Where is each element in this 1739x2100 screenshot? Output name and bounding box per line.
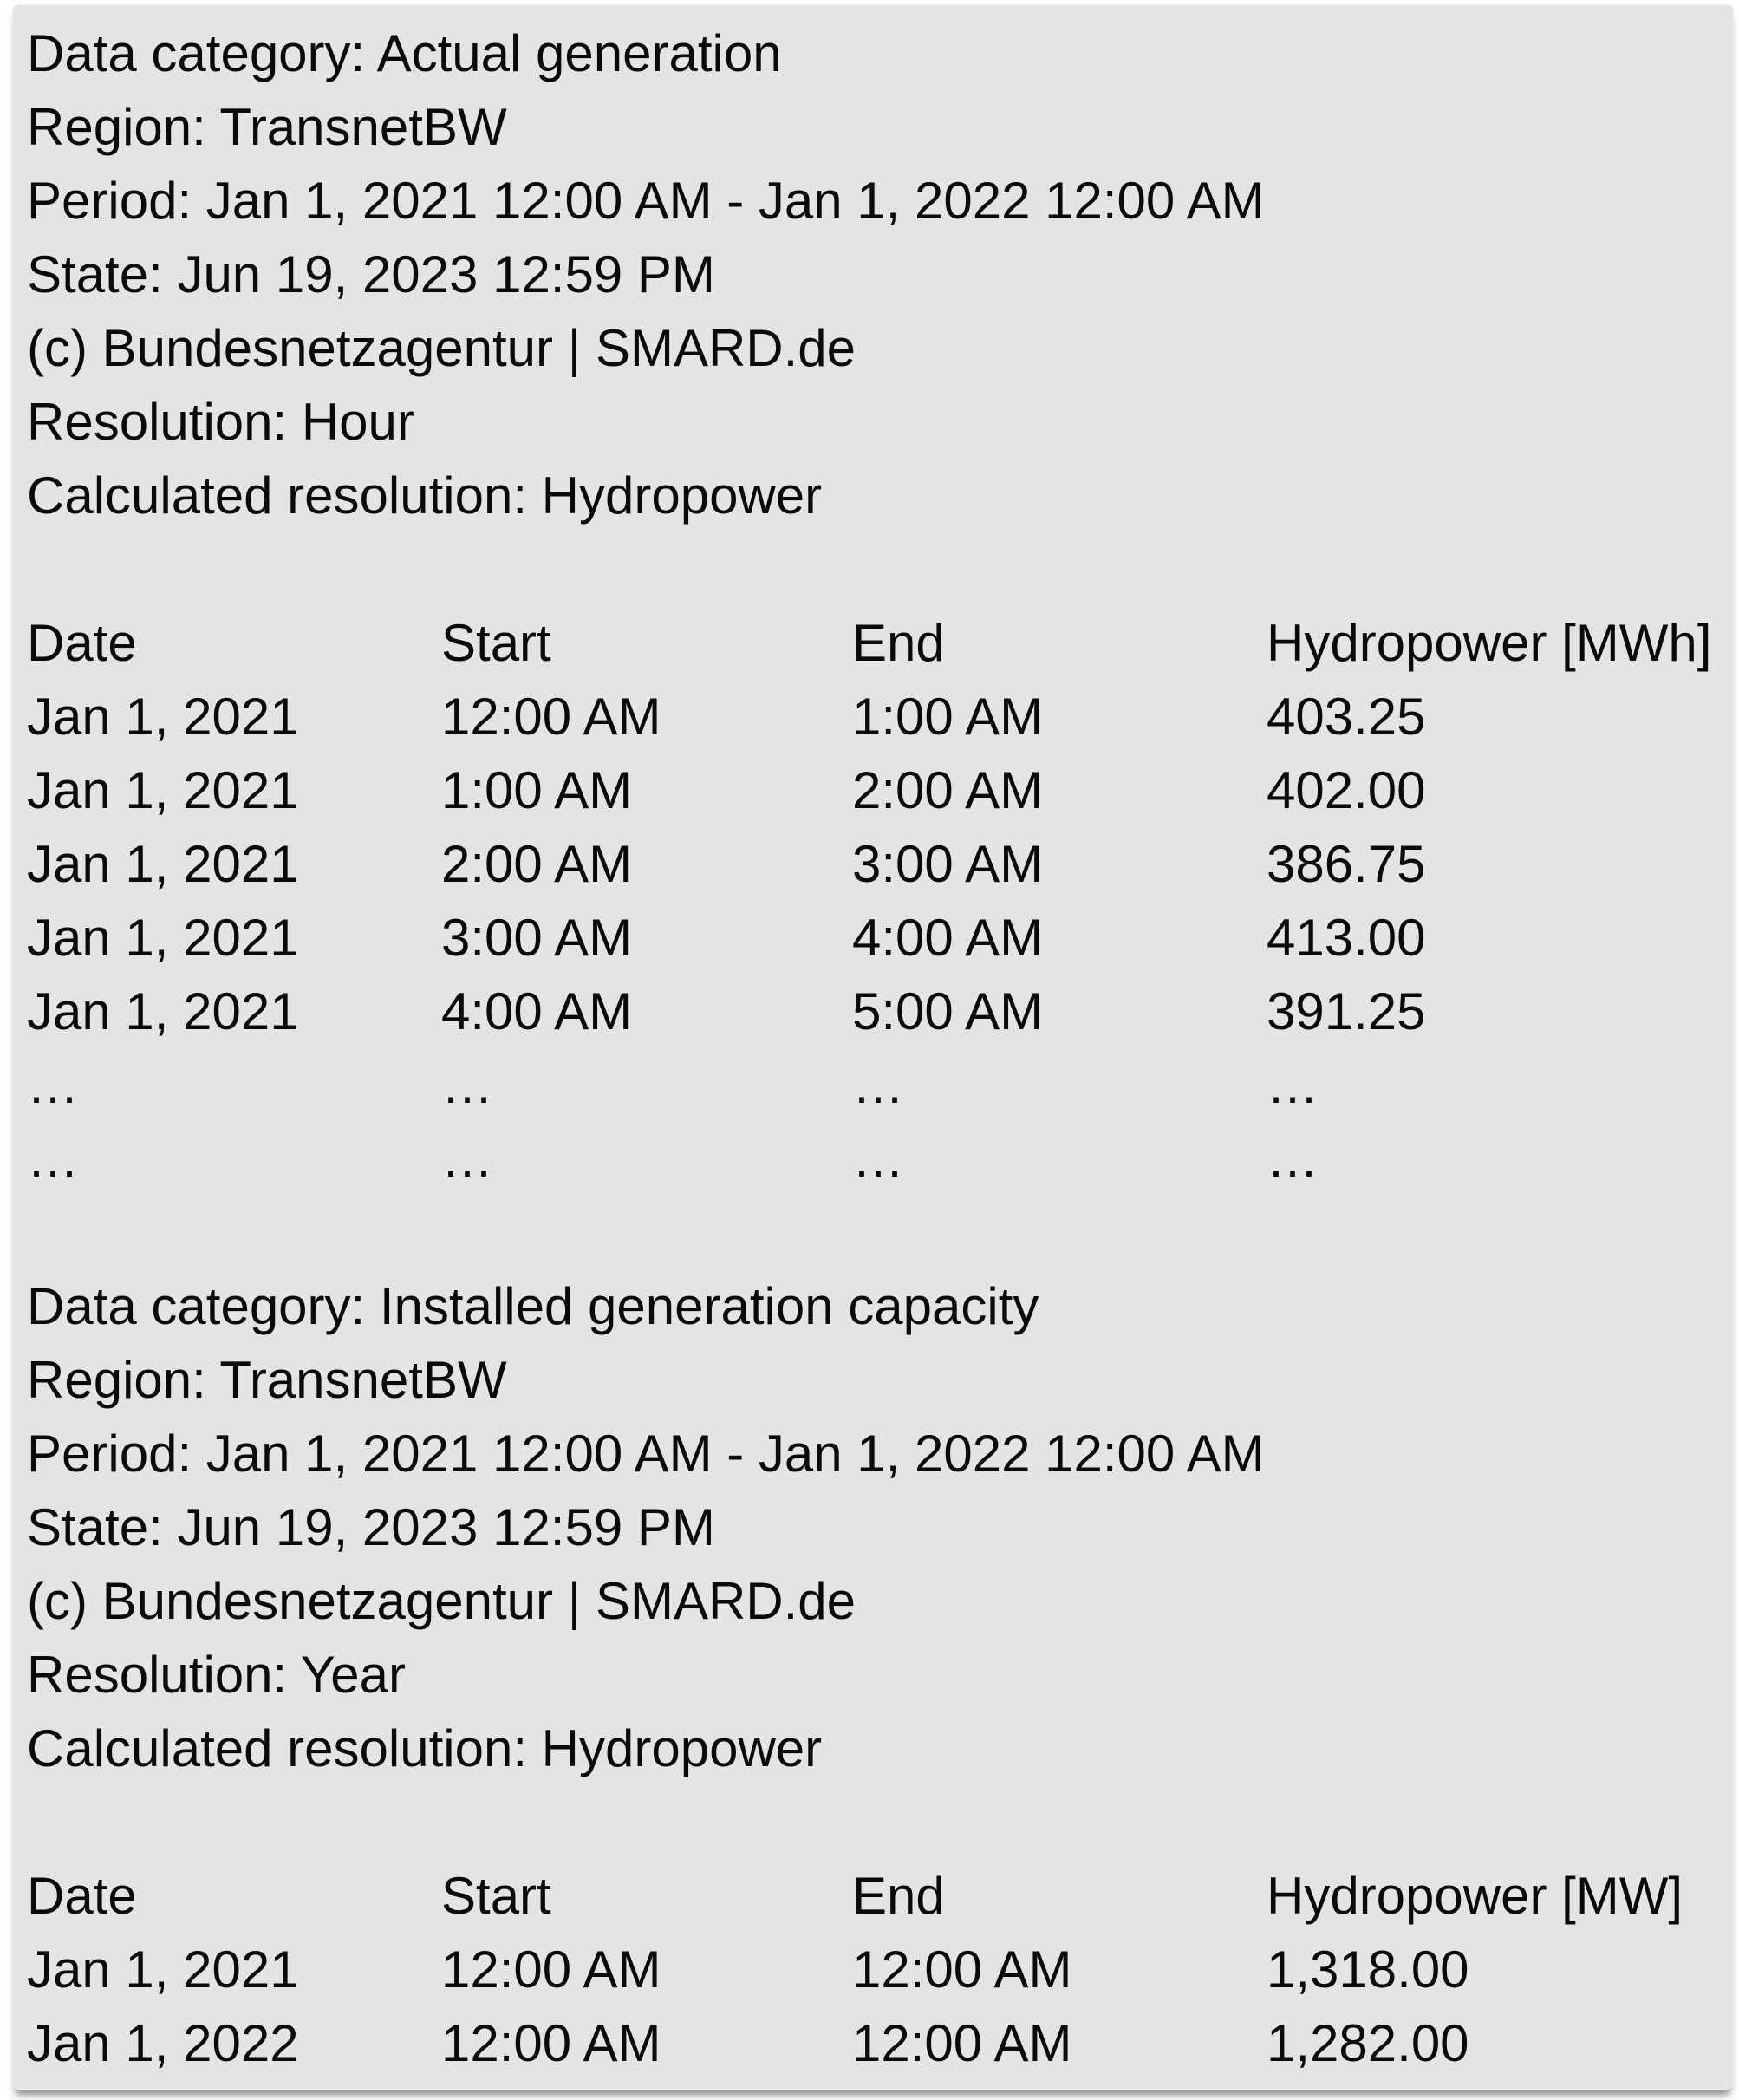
table-row	[13, 2006, 1733, 2080]
section-actual-generation	[13, 16, 1733, 1196]
copyright-line: (c) Bundesnetzagentur | SMARD.de	[27, 319, 856, 377]
generation-table	[13, 606, 1733, 1196]
period-line: Period: Jan 1, 2021 12:00 AM - Jan 1, 2022 12:00 AM	[27, 1425, 1265, 1483]
state-line: State: Jun 19, 2023 12:59 PM	[27, 245, 715, 303]
cell-end: 12:00 AM	[852, 2014, 1072, 2072]
resolution-line: Resolution: Year	[27, 1646, 406, 1704]
col-header-start: Start	[441, 1867, 551, 1925]
cell-start: 12:00 AM	[441, 688, 661, 746]
cell-end: …	[852, 1056, 904, 1114]
col-header-end: End	[852, 1867, 945, 1925]
cell-value: …	[1267, 1130, 1319, 1188]
cell-start: …	[441, 1130, 493, 1188]
cell-value: 386.75	[1267, 835, 1426, 893]
col-header-end: End	[852, 614, 945, 672]
data-category-line: Data category: Actual generation	[27, 24, 782, 82]
spacer	[13, 1785, 1733, 1859]
cell-value: 1,282.00	[1267, 2014, 1469, 2072]
resolution-line: Resolution: Hour	[27, 393, 414, 451]
spacer	[13, 1196, 1733, 1269]
table-row	[13, 753, 1733, 827]
state-line: State: Jun 19, 2023 12:59 PM	[27, 1498, 715, 1556]
cell-end: 4:00 AM	[852, 909, 1044, 967]
table-row	[13, 975, 1733, 1048]
cell-value: 403.25	[1267, 688, 1426, 746]
cell-end: 12:00 AM	[852, 1940, 1072, 1999]
cell-date: Jan 1, 2021	[27, 835, 299, 893]
cell-start: 2:00 AM	[441, 835, 633, 893]
capacity-table	[13, 1859, 1733, 2080]
cell-start: 3:00 AM	[441, 909, 633, 967]
cell-start: 12:00 AM	[441, 2014, 661, 2072]
cell-date: Jan 1, 2021	[27, 1940, 299, 1999]
col-header-date: Date	[27, 614, 137, 672]
cell-value: 1,318.00	[1267, 1940, 1469, 1999]
table-row	[13, 1933, 1733, 2006]
col-header-hydropower: Hydropower [MW]	[1267, 1867, 1684, 1925]
cell-start: 4:00 AM	[441, 982, 633, 1040]
table-row	[13, 680, 1733, 753]
section-installed-capacity	[13, 1269, 1733, 2080]
calculated-resolution-line: Calculated resolution: Hydropower	[27, 466, 823, 525]
cell-date: …	[27, 1056, 79, 1114]
cell-start: 12:00 AM	[441, 1940, 661, 1999]
cell-date: Jan 1, 2021	[27, 761, 299, 819]
col-header-hydropower: Hydropower [MWh]	[1267, 614, 1712, 672]
cell-end: …	[852, 1130, 904, 1188]
cell-date: Jan 1, 2021	[27, 909, 299, 967]
cell-date: …	[27, 1130, 79, 1188]
cell-value: 391.25	[1267, 982, 1426, 1040]
cell-end: 3:00 AM	[852, 835, 1044, 893]
cell-date: Jan 1, 2022	[27, 2014, 299, 2072]
col-header-start: Start	[441, 614, 551, 672]
cell-start: 1:00 AM	[441, 761, 633, 819]
table-row-ellipsis	[13, 1048, 1733, 1122]
region-line: Region: TransnetBW	[27, 1351, 507, 1409]
col-header-date: Date	[27, 1867, 137, 1925]
cell-end: 1:00 AM	[852, 688, 1044, 746]
table-row	[13, 827, 1733, 901]
cell-date: Jan 1, 2021	[27, 688, 299, 746]
table-row-ellipsis	[13, 1122, 1733, 1196]
cell-date: Jan 1, 2021	[27, 982, 299, 1040]
cell-end: 5:00 AM	[852, 982, 1044, 1040]
data-category-line: Data category: Installed generation capacity	[27, 1277, 1039, 1335]
spacer	[13, 532, 1733, 606]
cell-end: 2:00 AM	[852, 761, 1044, 819]
table-row	[13, 901, 1733, 975]
table-header-row	[13, 606, 1733, 680]
cell-start: …	[441, 1056, 493, 1114]
table-header-row	[13, 1859, 1733, 1933]
period-line: Period: Jan 1, 2021 12:00 AM - Jan 1, 2022 12:00 AM	[27, 172, 1265, 230]
cell-value: …	[1267, 1056, 1319, 1114]
cell-value: 413.00	[1267, 909, 1426, 967]
region-line: Region: TransnetBW	[27, 98, 507, 156]
copyright-line: (c) Bundesnetzagentur | SMARD.de	[27, 1572, 856, 1630]
export-preview-panel	[12, 4, 1734, 2090]
calculated-resolution-line: Calculated resolution: Hydropower	[27, 1719, 823, 1777]
cell-value: 402.00	[1267, 761, 1426, 819]
